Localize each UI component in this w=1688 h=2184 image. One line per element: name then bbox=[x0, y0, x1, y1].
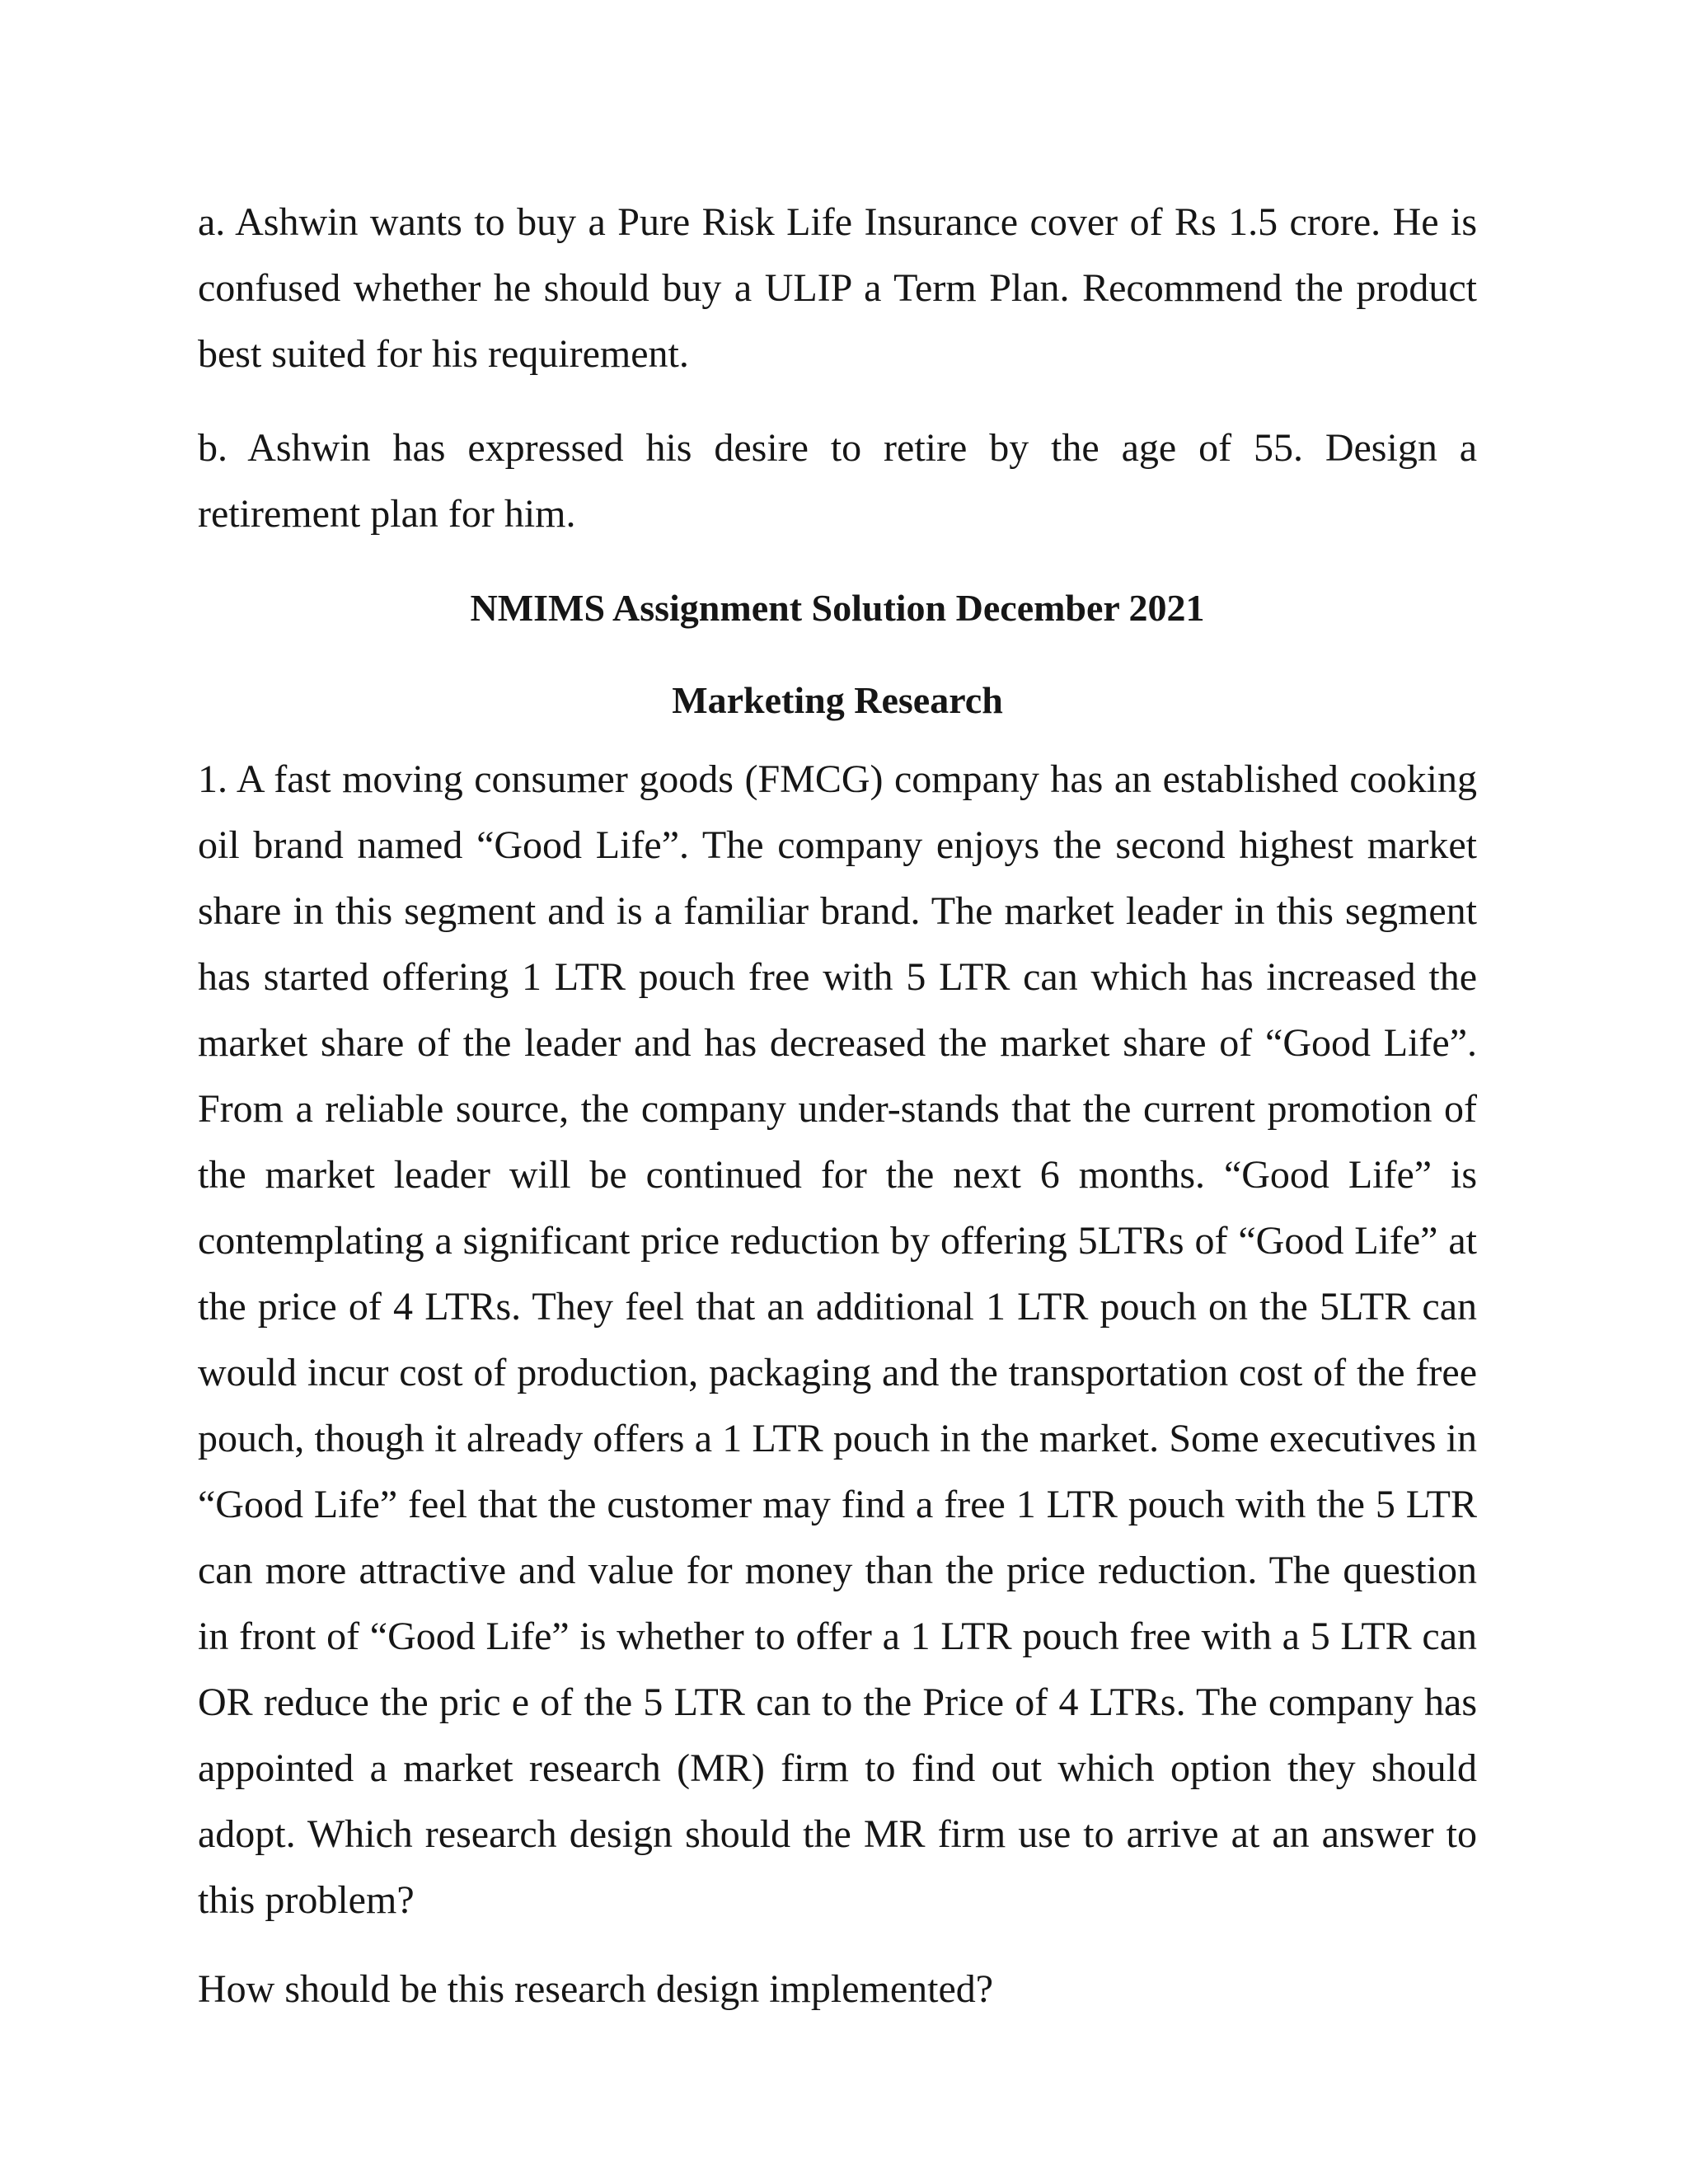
subject-heading: Marketing Research bbox=[672, 679, 1003, 721]
question-b-paragraph: b. Ashwin has expressed his desire to retire by the age of 55. Design a retirement plan for him. bbox=[198, 426, 1477, 536]
question-1-paragraph: 1. A fast moving consumer goods (FMCG) company has an established cooking oil brand named “Good Life”. The company enjoys the second highest market share in this segment and is a familiar brand. The market leader in this segment has started offering 1 LTR pouch free with 5 LTR can which has increased the market share of the leader and has decreased the market share of “Good Life”. From a reliable source, the company under-stands that the current promotion of the market leader will be continued for the next 6 months. “Good Life” is contemplating a significant price reduction by offering 5LTRs of “Good Life” at the price of 4 LTRs. They feel that an additional 1 LTR pouch on the 5LTR can would incur cost of production, packaging and the transportation cost of the free pouch, though it already offers a 1 LTR pouch in the market. Some executives in “Good Life” feel that the customer may find a free 1 LTR pouch with the 5 LTR can more attractive and value for money than the price reduction. The question in front of “Good Life” is whether to offer a 1 LTR pouch free with a 5 LTR can OR reduce the pric e of the 5 LTR can to the Price of 4 LTRs. The company has appointed a market research (MR) firm to find out which option they should adopt. Which research design should the MR firm use to arrive at an answer to this problem? bbox=[198, 757, 1477, 1922]
question-a-paragraph: a. Ashwin wants to buy a Pure Risk Life Insurance cover of Rs 1.5 crore. He is confused whether he should buy a ULIP a Term Plan. Recommend the product best suited for his requirement. bbox=[198, 200, 1477, 376]
page-title: NMIMS Assignment Solution December 2021 bbox=[470, 587, 1205, 629]
question-1-follow-up: How should be this research design implemented? bbox=[198, 1967, 994, 2011]
document-page bbox=[198, 190, 1477, 2022]
